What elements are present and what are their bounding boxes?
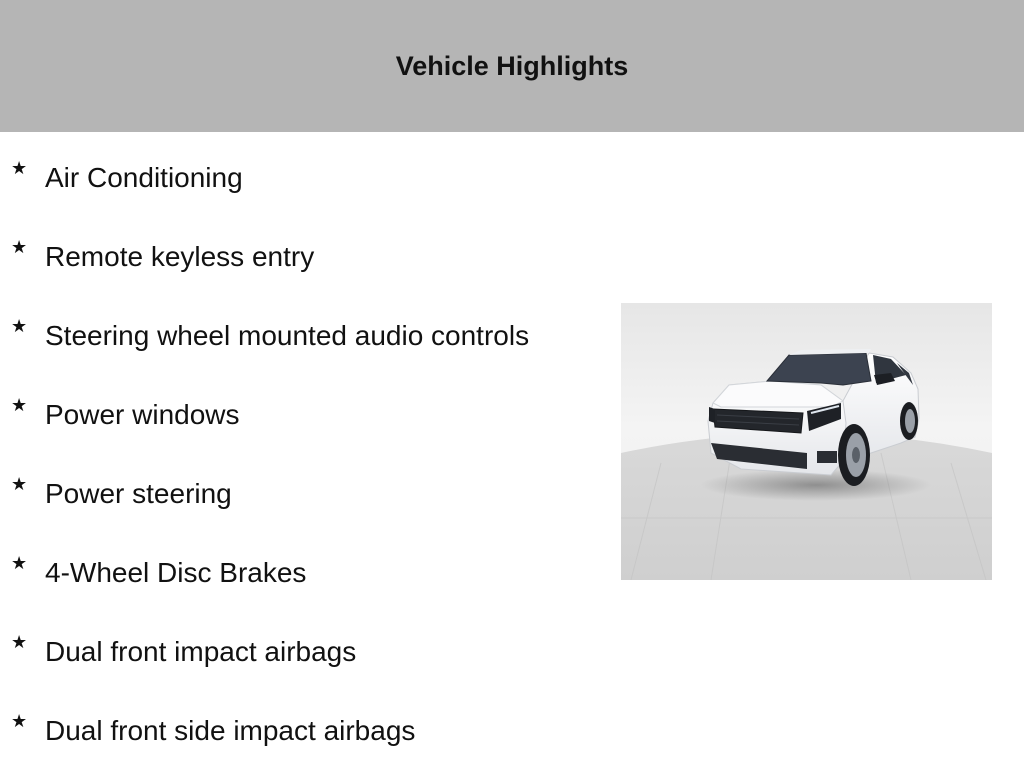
feature-label: Remote keyless entry	[45, 241, 315, 272]
feature-label: Dual front impact airbags	[45, 636, 357, 667]
vehicle-photo[interactable]	[621, 303, 992, 580]
front-wheel	[838, 424, 870, 486]
star-icon: ★	[11, 395, 28, 416]
feature-label: Power windows	[45, 399, 240, 430]
star-icon: ★	[11, 632, 28, 653]
feature-label: Dual front side impact airbags	[45, 715, 416, 746]
star-icon: ★	[11, 553, 28, 574]
rear-wheel	[900, 402, 918, 440]
star-icon: ★	[11, 158, 28, 179]
page-title: Vehicle Highlights	[395, 50, 629, 81]
feature-label: 4-Wheel Disc Brakes	[45, 557, 307, 588]
star-icon: ★	[11, 711, 28, 732]
feature-label: Air Conditioning	[45, 162, 243, 193]
star-icon: ★	[11, 316, 28, 337]
header-banner	[0, 0, 1024, 132]
star-icon: ★	[11, 237, 28, 258]
star-icon: ★	[11, 474, 28, 495]
feature-label: Power steering	[45, 478, 232, 509]
feature-label: Steering wheel mounted audio controls	[45, 320, 530, 351]
